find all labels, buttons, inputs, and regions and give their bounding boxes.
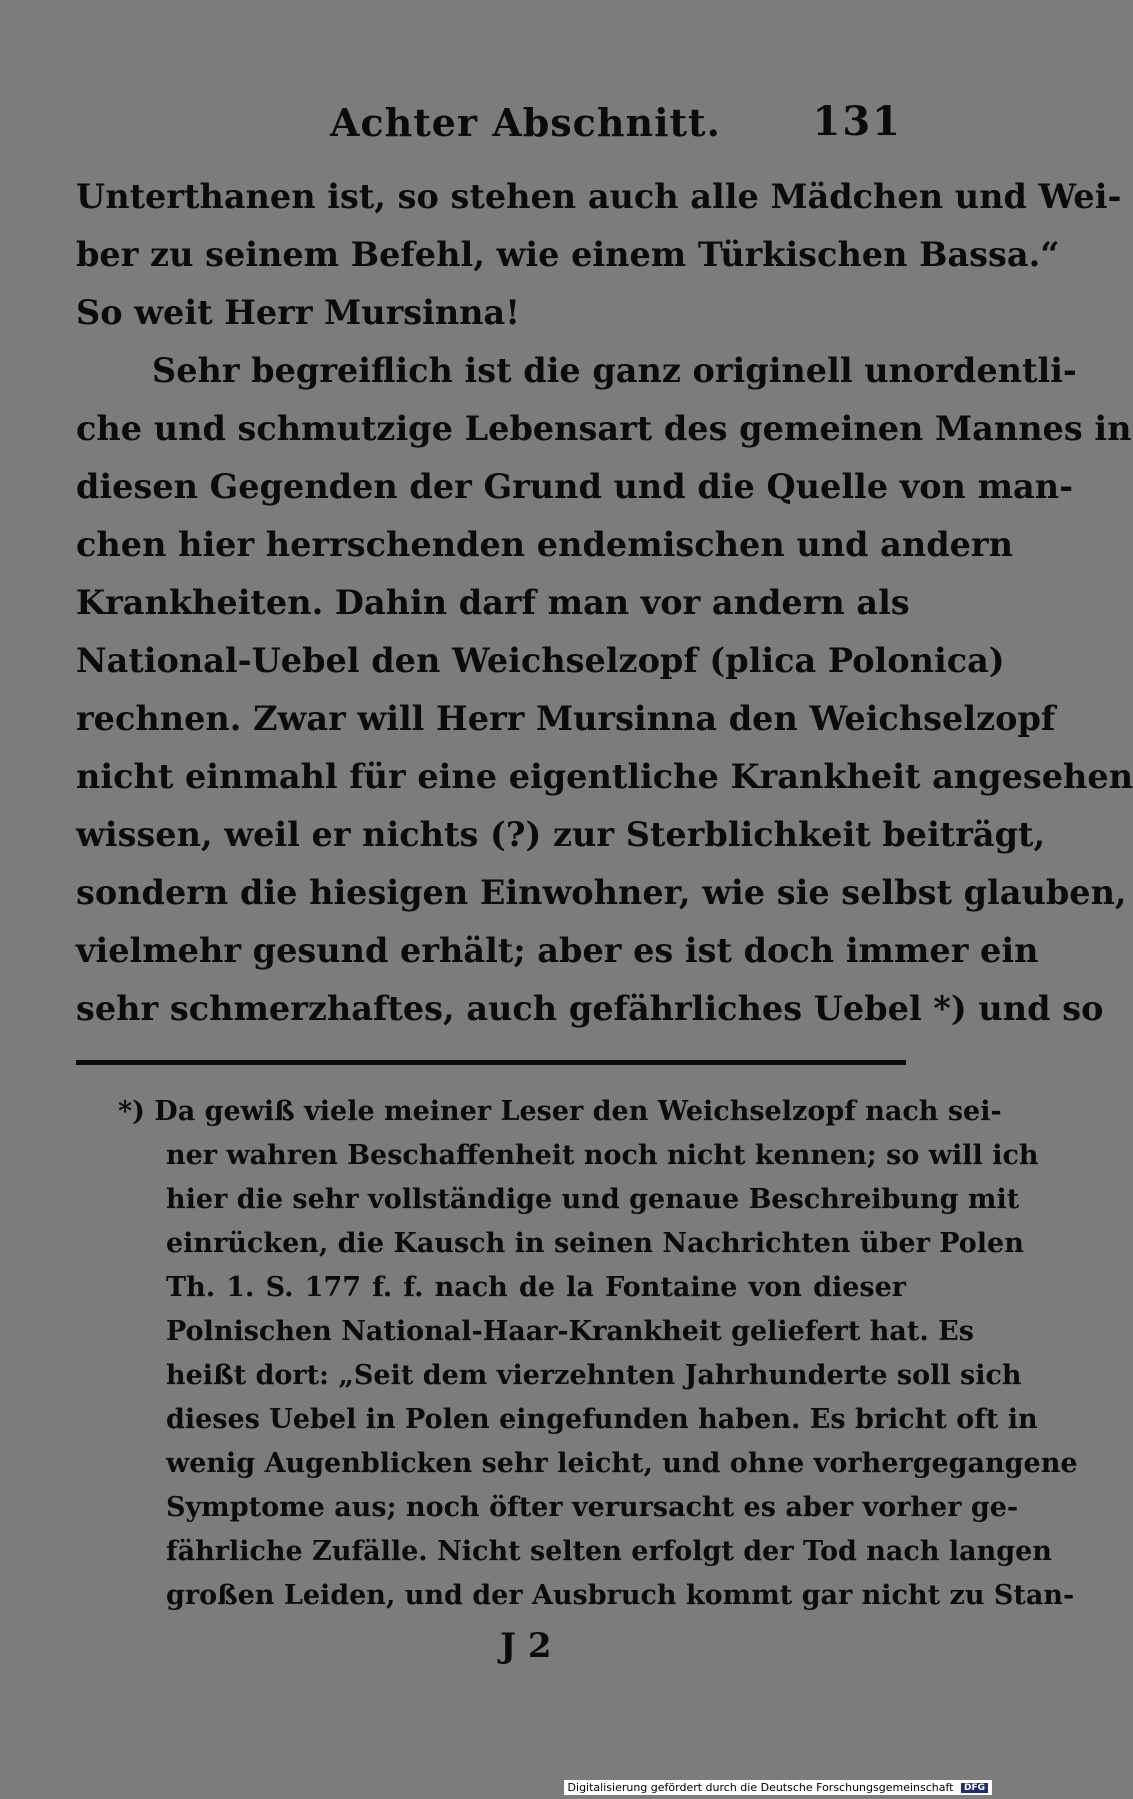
footnote-line: heißt dort: „Seit dem vierzehnten Jahrhunderte soll sich: [166, 1360, 1022, 1391]
signature-mark: J 2: [500, 1626, 552, 1666]
text-line: nicht einmahl für eine eigentliche Krankheit angesehen: [76, 757, 1133, 796]
footnote-line: hier die sehr vollständige und genaue Beschreibung mit: [166, 1184, 1020, 1215]
footnote-divider: [76, 1060, 906, 1065]
footnote-line: ner wahren Beschaffenheit noch nicht kennen; so will ich: [166, 1140, 1039, 1171]
footnote: [118, 1090, 1078, 1618]
text-line: sondern die hiesigen Einwohner, wie sie selbst glauben,: [76, 873, 1127, 912]
text-line: National-Uebel den Weichselzopf (plica Polonica): [76, 641, 1005, 680]
digitization-credit: [564, 1780, 992, 1795]
text-line: chen hier herrschenden endemischen und andern: [76, 525, 1013, 564]
text-line: wissen, weil er nichts (?) zur Sterblichkeit beiträgt,: [76, 815, 1046, 854]
page-header: [80, 92, 910, 152]
footnote-line: wenig Augenblicken sehr leicht, und ohne vorhergegangene: [166, 1448, 1078, 1479]
footnote-line: einrücken, die Kausch in seinen Nachrichten über Polen: [166, 1228, 1024, 1259]
dfg-logo-icon: DFG: [961, 1783, 988, 1793]
footnote-line: *) Da gewiß viele meiner Leser den Weichselzopf nach sei-: [118, 1096, 1002, 1127]
text-line: vielmehr gesund erhält; aber es ist doch immer ein: [76, 931, 1039, 970]
footnote-line: Th. 1. S. 177 f. f. nach de la Fontaine von dieser: [166, 1272, 906, 1303]
text-line: diesen Gegenden der Grund und die Quelle von man-: [76, 467, 1073, 506]
text-line: Sehr begreiflich ist die ganz originell unordentli-: [152, 351, 1077, 390]
footnote-line: dieses Uebel in Polen eingefunden haben. Es bricht oft in: [166, 1404, 1038, 1435]
text-line: So weit Herr Mursinna!: [76, 293, 520, 332]
text-line: sehr schmerzhaftes, auch gefährliches Uebel *) und so: [76, 989, 1104, 1028]
text-line: Unterthanen ist, so stehen auch alle Mädchen und Wei-: [76, 177, 1122, 216]
footnote-line: Polnischen National-Haar-Krankheit geliefert hat. Es: [166, 1316, 974, 1347]
text-line: rechnen. Zwar will Herr Mursinna den Weichselzopf: [76, 699, 1056, 738]
footnote-line: Symptome aus; noch öfter verursacht es aber vorher ge-: [166, 1492, 1019, 1523]
running-title: Achter Abschnitt.: [330, 100, 721, 145]
text-line: che und schmutzige Lebensart des gemeinen Mannes in: [76, 409, 1132, 448]
main-text: [76, 168, 1133, 1038]
footnote-line: fährliche Zufälle. Nicht selten erfolgt der Tod nach langen: [166, 1536, 1052, 1567]
text-line: ber zu seinem Befehl, wie einem Türkischen Bassa.“: [76, 235, 1060, 274]
footnote-line: großen Leiden, und der Ausbruch kommt gar nicht zu Stan-: [166, 1580, 1075, 1611]
page-number: 131: [812, 98, 902, 145]
credit-text: Digitalisierung gefördert durch die Deutsche Forschungsgemeinschaft: [567, 1781, 954, 1794]
text-line: Krankheiten. Dahin darf man vor andern als: [76, 583, 910, 622]
